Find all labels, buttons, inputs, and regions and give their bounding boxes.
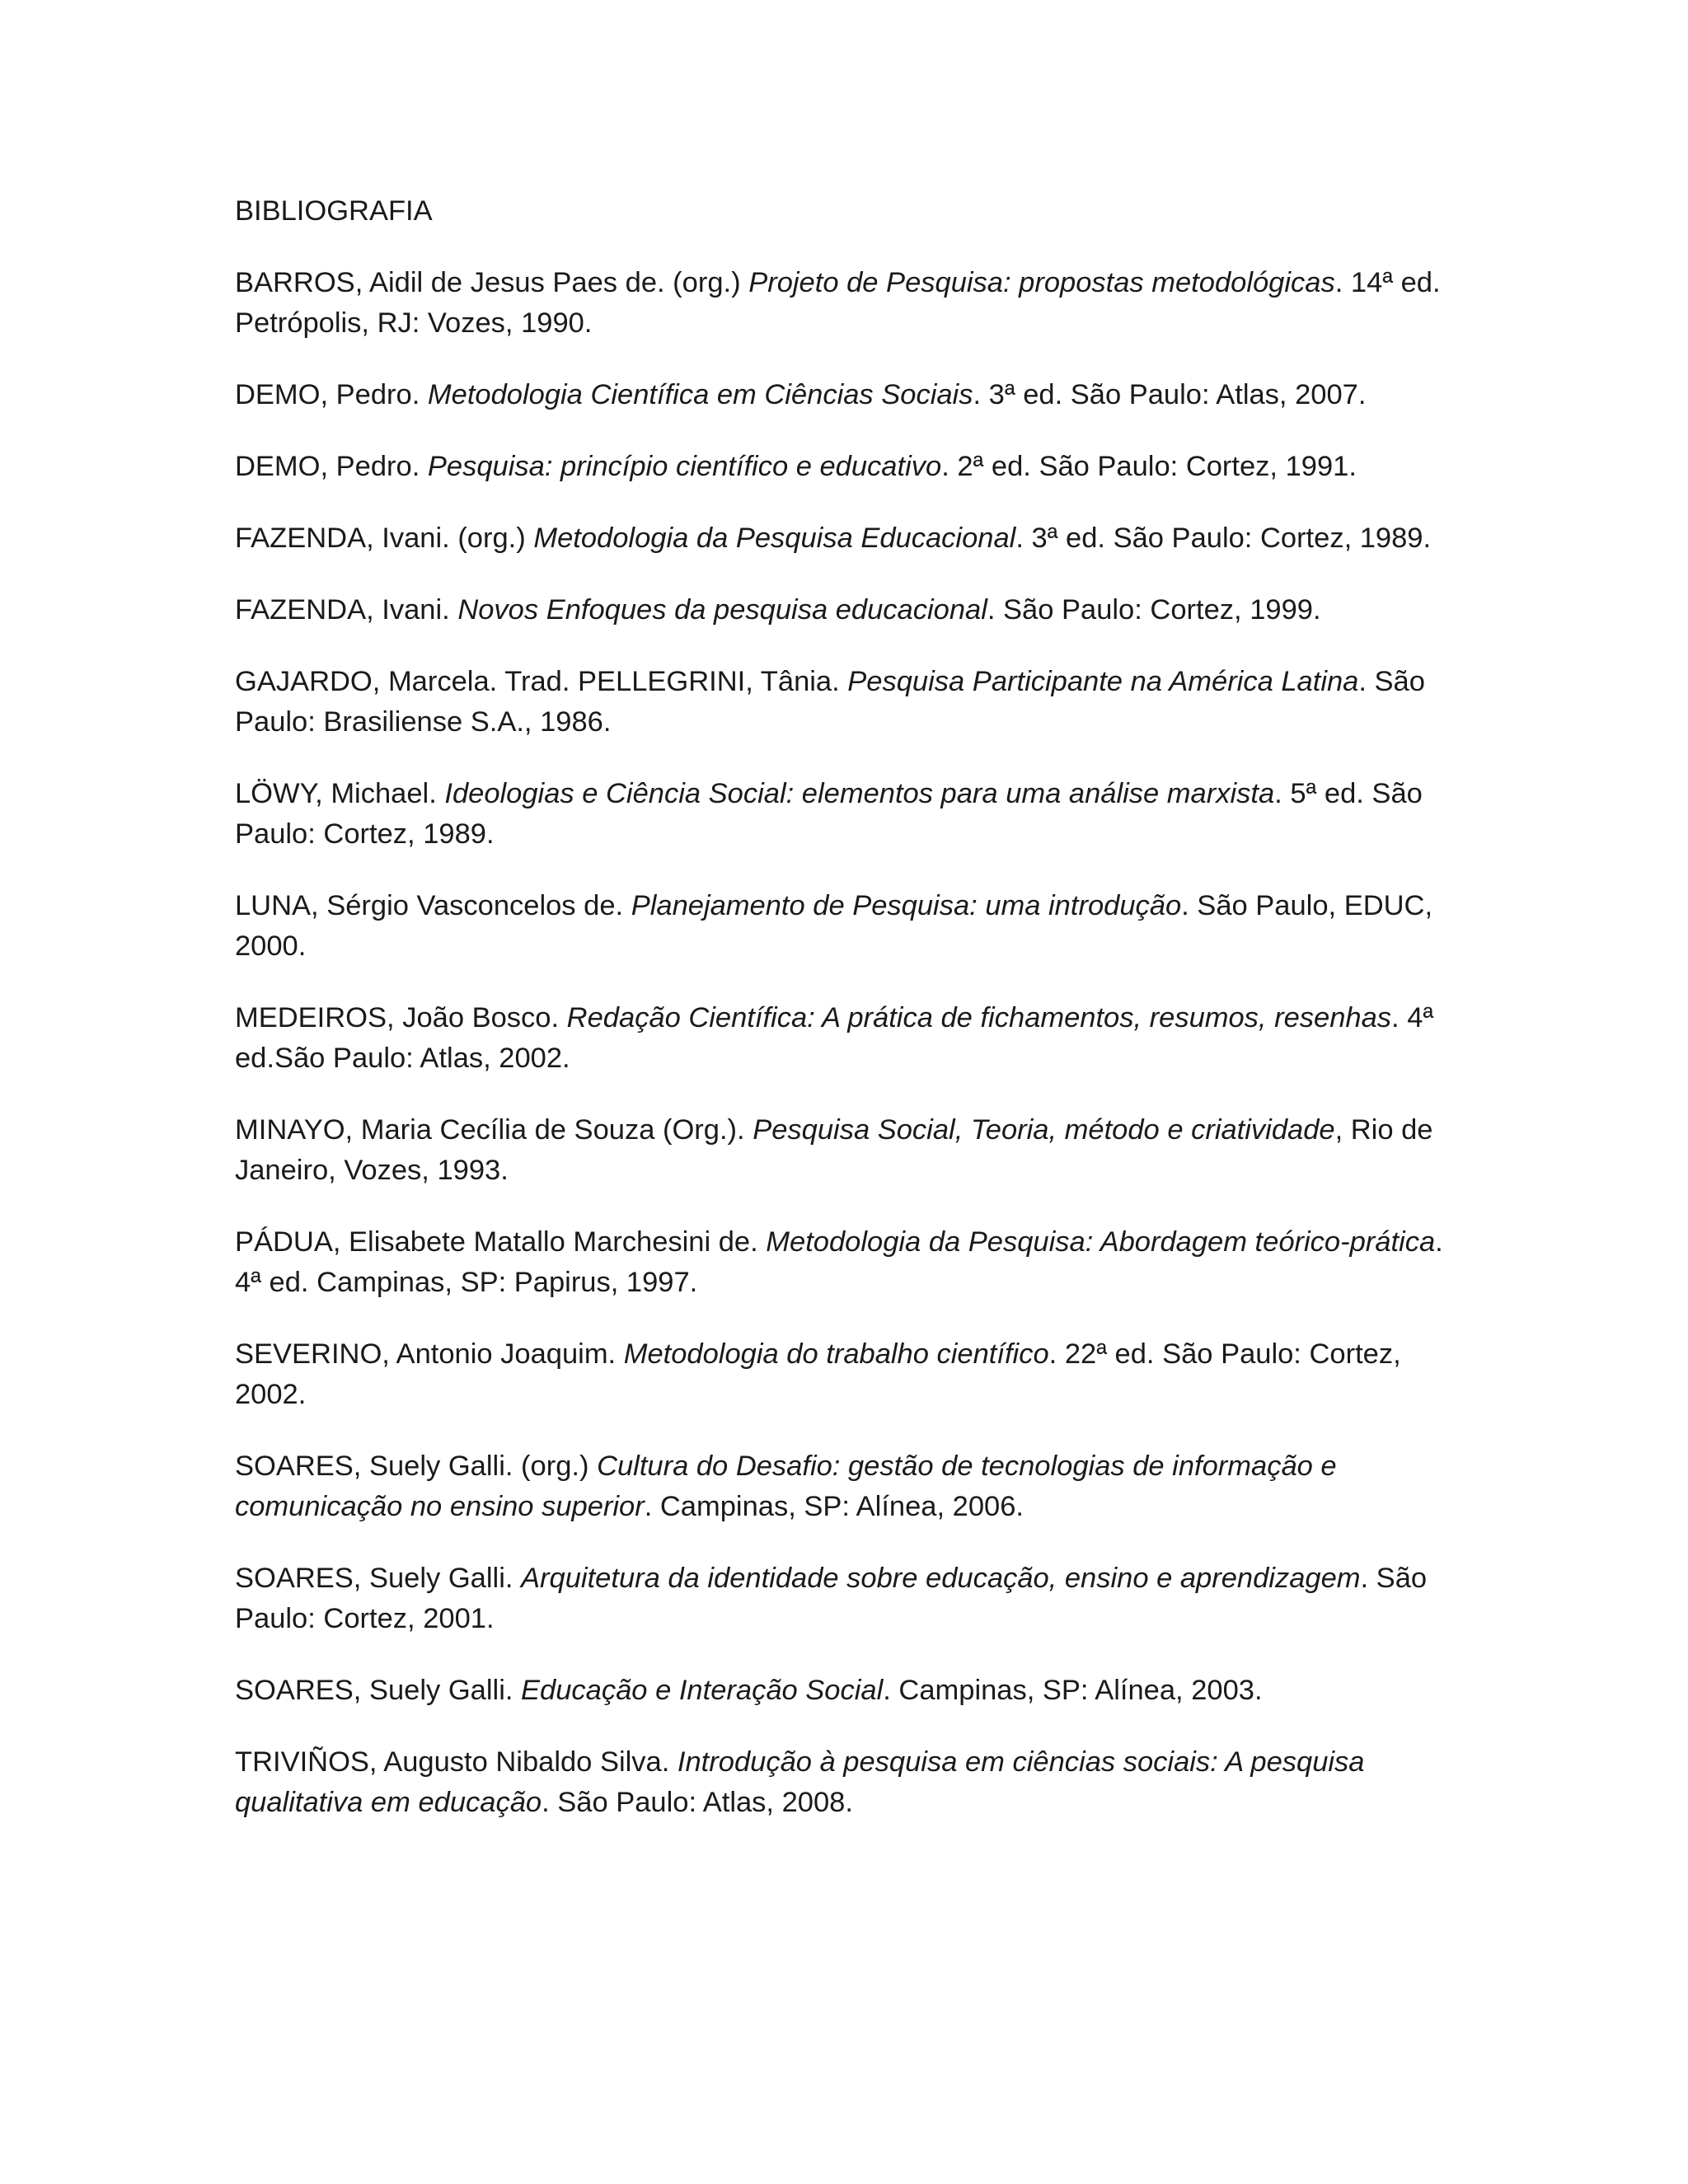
entry-title: Pesquisa Social, Teoria, método e criatividade: [753, 1114, 1335, 1146]
section-heading: BIBLIOGRAFIA: [235, 195, 433, 227]
bibliography-entry: [235, 1446, 1455, 1527]
bibliography-entry: [235, 662, 1455, 743]
bibliography-entry: [235, 590, 1455, 630]
entry-publication: . São Paulo: Cortez, 1999.: [987, 594, 1321, 626]
entry-author: PÁDUA, Elisabete Matallo Marchesini de.: [235, 1226, 767, 1258]
bibliography-entry: [235, 375, 1455, 415]
entry-author: LUNA, Sérgio Vasconcelos de.: [235, 890, 631, 921]
entry-title: Metodologia do trabalho científico: [623, 1338, 1049, 1370]
bibliography-list: [235, 263, 1455, 1823]
bibliography-entry: [235, 998, 1455, 1079]
entry-author: FAZENDA, Ivani.: [235, 594, 458, 626]
bibliography-entry: [235, 1110, 1455, 1191]
entry-title: Introdução à pesquisa em ciências sociais: A pesquisa qualitativa em educação: [235, 1746, 1365, 1818]
entry-author: DEMO, Pedro.: [235, 451, 428, 482]
bibliography-entry: [235, 886, 1455, 967]
entry-publication: . São Paulo, EDUC, 2000.: [235, 890, 1433, 962]
entry-publication: . 3ª ed. São Paulo: Atlas, 2007.: [973, 379, 1367, 410]
entry-title: Projeto de Pesquisa: propostas metodológicas: [748, 267, 1335, 298]
bibliography-entry: [235, 1222, 1455, 1303]
entry-author: MEDEIROS, João Bosco.: [235, 1002, 567, 1033]
entry-author: SOARES, Suely Galli.: [235, 1563, 522, 1594]
entry-publication: . 22ª ed. São Paulo: Cortez, 2002.: [235, 1338, 1401, 1410]
entry-title: Cultura do Desafio: gestão de tecnologias de informação e comunicação no ensino superior: [235, 1451, 1337, 1522]
entry-publication: , Rio de Janeiro, Vozes, 1993.: [235, 1114, 1433, 1186]
entry-publication: . São Paulo: Atlas, 2008.: [542, 1787, 853, 1818]
entry-author: BARROS, Aidil de Jesus Paes de. (org.): [235, 267, 749, 298]
entry-title: Redação Científica: A prática de fichamentos, resumos, resenhas: [566, 1002, 1392, 1033]
entry-author: FAZENDA, Ivani. (org.): [235, 523, 534, 554]
bibliography-entry: [235, 1558, 1455, 1639]
entry-author: GAJARDO, Marcela. Trad. PELLEGRINI, Tânia.: [235, 666, 848, 697]
entry-title: Metodologia Científica em Ciências Sociais: [427, 379, 973, 410]
entry-author: SOARES, Suely Galli. (org.): [235, 1451, 598, 1482]
entry-title: Planejamento de Pesquisa: uma introdução: [631, 890, 1182, 921]
entry-publication: . 4ª ed.São Paulo: Atlas, 2002.: [235, 1002, 1434, 1074]
bibliography-entry: [235, 1334, 1455, 1415]
entry-title: Educação e Interação Social: [521, 1675, 884, 1706]
entry-title: Novos Enfoques da pesquisa educacional: [457, 594, 987, 626]
entry-publication: . São Paulo: Brasiliense S.A., 1986.: [235, 666, 1425, 738]
entry-publication: . São Paulo: Cortez, 2001.: [235, 1563, 1428, 1634]
entry-publication: . Campinas, SP: Alínea, 2006.: [644, 1491, 1024, 1522]
bibliography-entry: [235, 1671, 1455, 1711]
entry-title: Metodologia da Pesquisa Educacional: [533, 523, 1016, 554]
entry-publication: . 3ª ed. São Paulo: Cortez, 1989.: [1015, 523, 1432, 554]
bibliography-entry: [235, 518, 1455, 559]
entry-author: SEVERINO, Antonio Joaquim.: [235, 1338, 624, 1370]
bibliography-entry: [235, 447, 1455, 487]
entry-author: MINAYO, Maria Cecília de Souza (Org.).: [235, 1114, 753, 1146]
entry-publication: . Campinas, SP: Alínea, 2003.: [883, 1675, 1263, 1706]
entry-author: DEMO, Pedro.: [235, 379, 428, 410]
entry-publication: . 4ª ed. Campinas, SP: Papirus, 1997.: [235, 1226, 1443, 1298]
entry-publication: . 2ª ed. São Paulo: Cortez, 1991.: [941, 451, 1357, 482]
bibliography-entry: [235, 263, 1455, 344]
entry-title: Pesquisa: princípio científico e educativo: [427, 451, 942, 482]
entry-title: Ideologias e Ciência Social: elementos para uma análise marxista: [444, 778, 1275, 809]
bibliography-entry: [235, 1742, 1455, 1823]
entry-author: LÖWY, Michael.: [235, 778, 445, 809]
bibliography-section: [235, 191, 1455, 1854]
entry-title: Pesquisa Participante na América Latina: [847, 666, 1359, 697]
entry-author: TRIVIÑOS, Augusto Nibaldo Silva.: [235, 1746, 678, 1778]
bibliography-entry: [235, 774, 1455, 855]
entry-title: Metodologia da Pesquisa: Abordagem teórico-prática: [766, 1226, 1436, 1258]
entry-publication: . 5ª ed. São Paulo: Cortez, 1989.: [235, 778, 1423, 850]
entry-title: Arquitetura da identidade sobre educação, ensino e aprendizagem: [521, 1563, 1361, 1594]
entry-author: SOARES, Suely Galli.: [235, 1675, 522, 1706]
entry-publication: . 14ª ed. Petrópolis, RJ: Vozes, 1990.: [235, 267, 1441, 339]
